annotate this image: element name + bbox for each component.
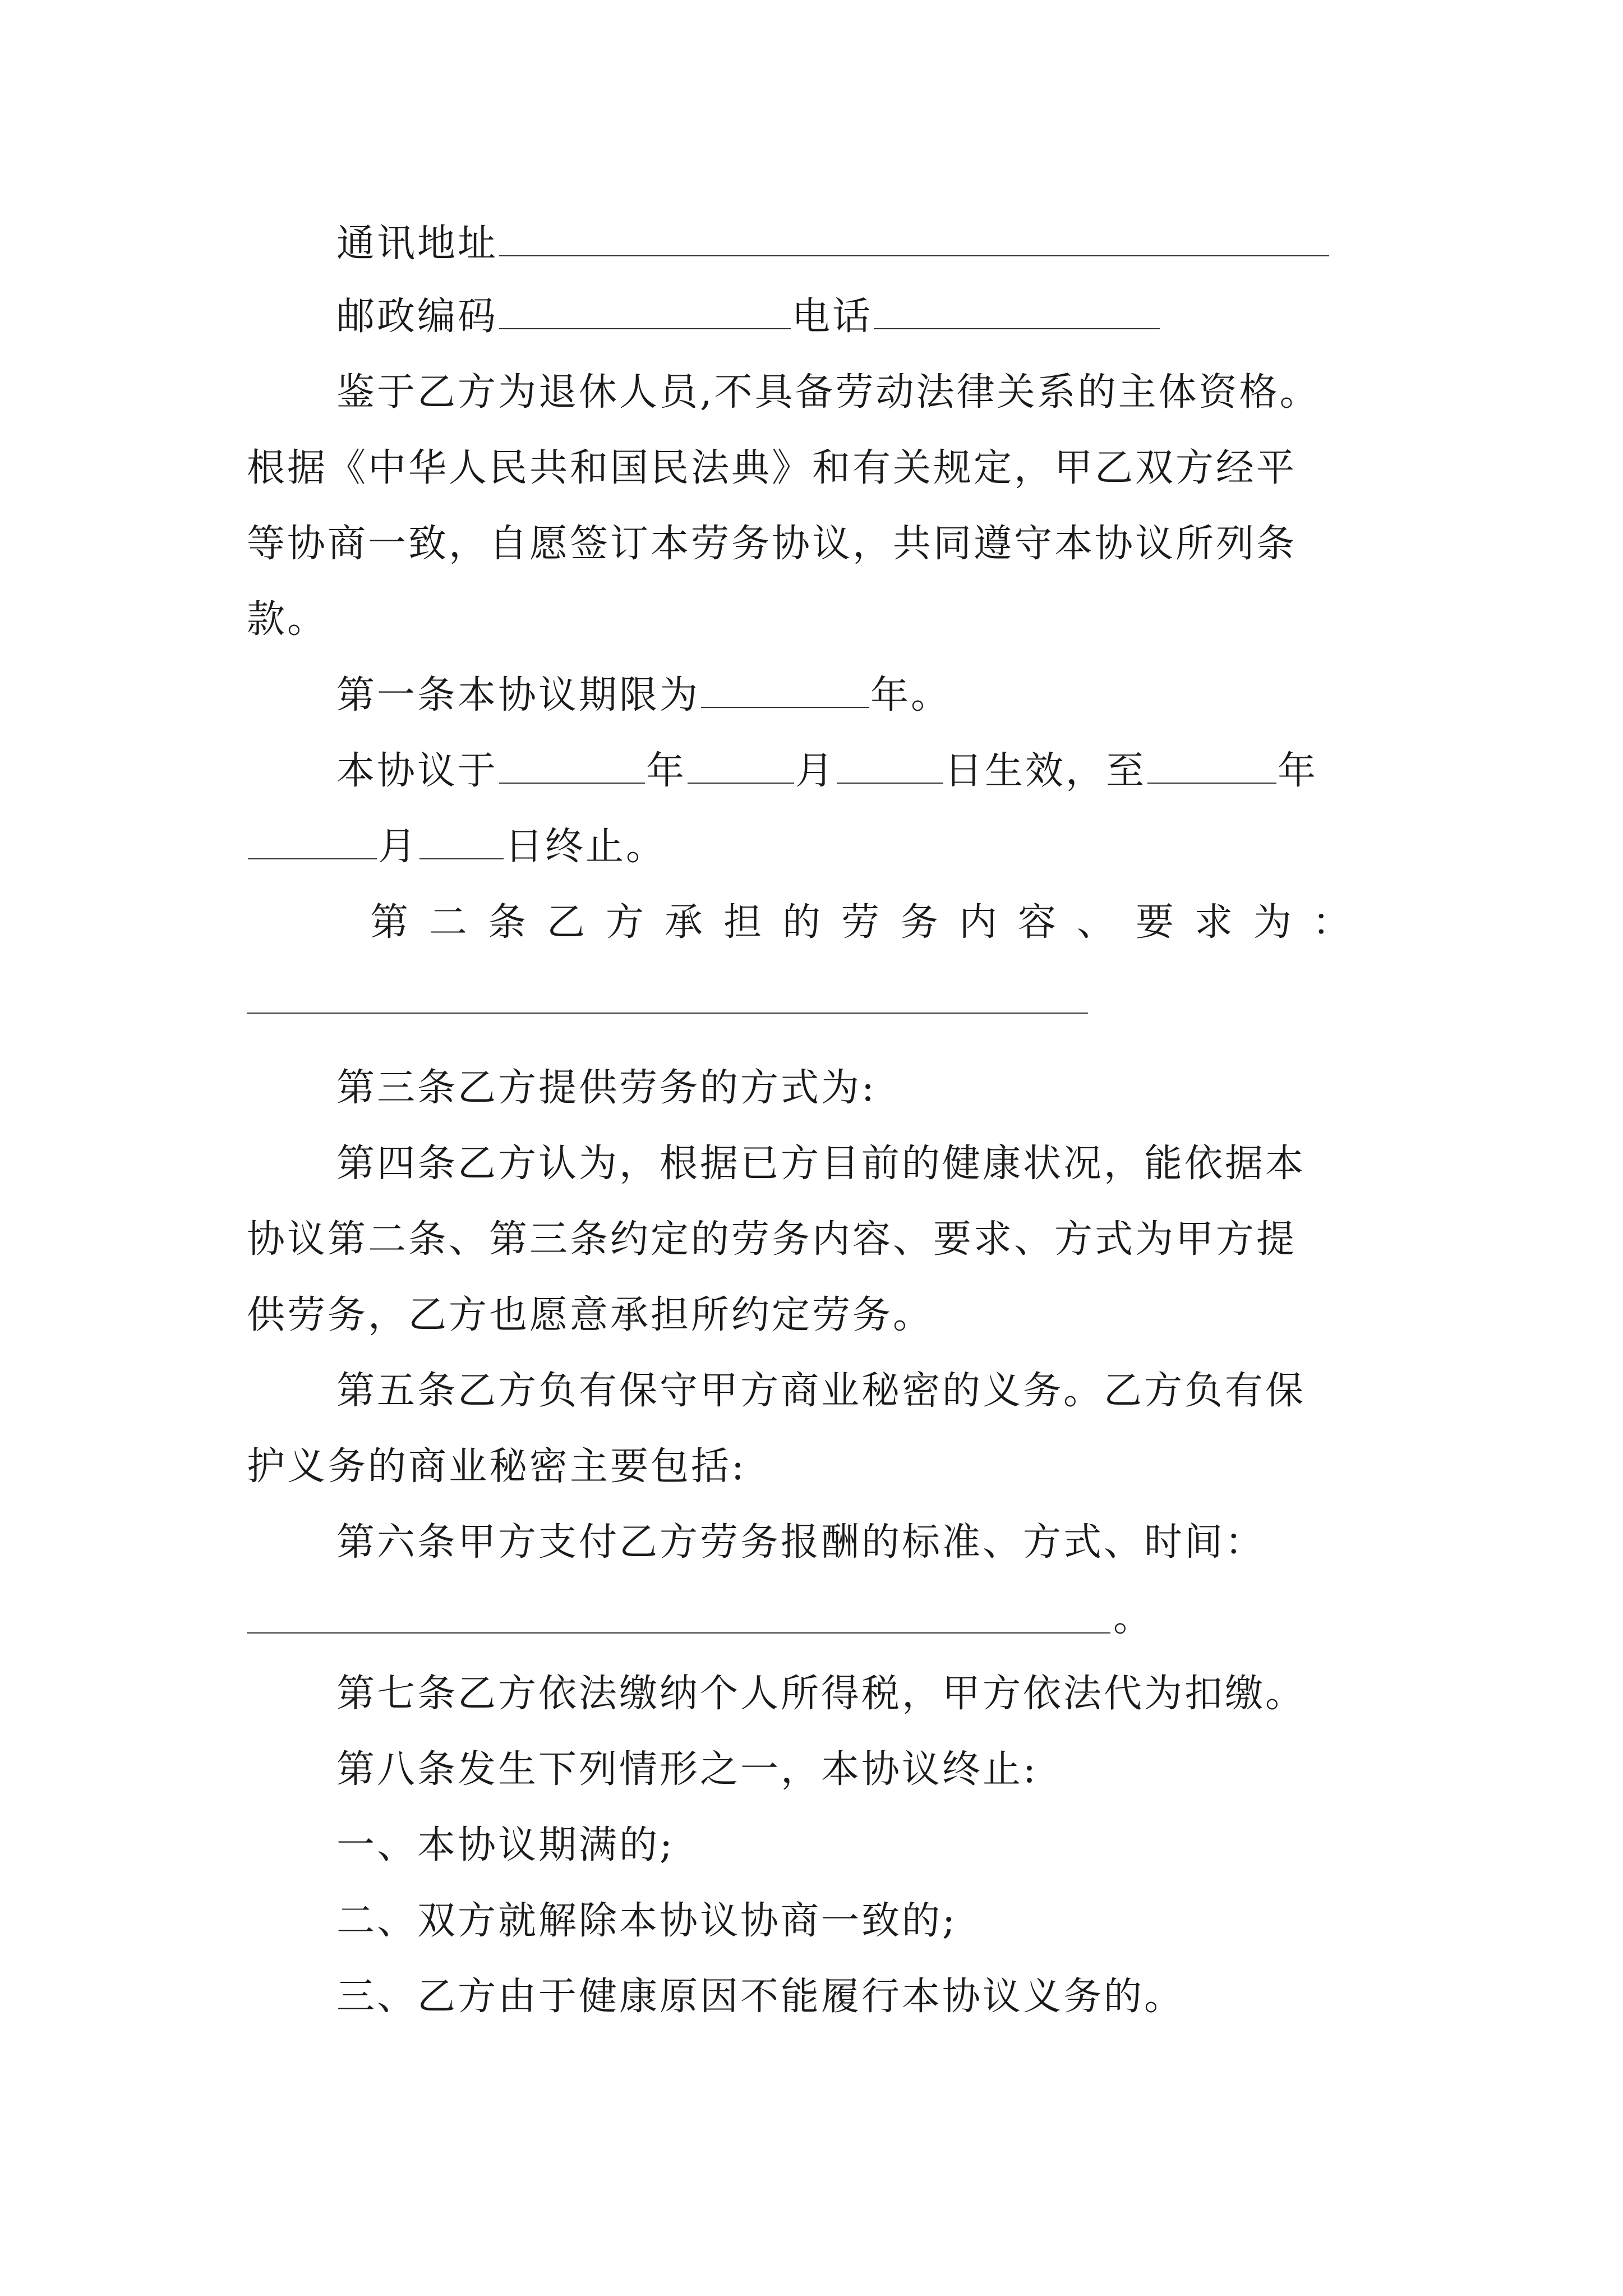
article-6-line: 第六条甲方支付乙方劳务报酬的标准、方式、时间：	[336, 1520, 1266, 1565]
article-6-period: 。	[1113, 1596, 1152, 1640]
article-1-line	[336, 670, 1380, 721]
start-day-blank	[837, 747, 943, 784]
article-7-line: 第七条乙方依法缴纳个人所得税，甲方依法代为扣缴。	[336, 1672, 1306, 1716]
start-month-blank	[688, 747, 794, 784]
article-4-line-1: 第四条乙方认为，根据已方目前的健康状况，能依据本	[336, 1142, 1306, 1186]
article-6-blank	[247, 1632, 1110, 1634]
end-day-blank	[419, 822, 504, 859]
postal-blank	[499, 292, 791, 329]
term-years-blank	[701, 671, 869, 708]
article-8-line: 第八条发生下列情形之一，本协议终止:	[336, 1747, 1038, 1792]
postal-phone-line	[336, 292, 1380, 342]
termination-item-2: 二、双方就解除本协议协商一致的;	[336, 1899, 957, 1943]
article-5-line-2: 护义务的商业秘密主要包括:	[247, 1444, 746, 1489]
effective-label: 本协议于	[336, 749, 499, 793]
end-month-blank	[248, 822, 377, 859]
termination-date-line	[247, 822, 1380, 872]
article-2-line: 第二条乙方承担的劳务内容、要求为：	[370, 900, 1372, 945]
preamble-line-3: 等协商一致，自愿签订本劳务协议，共同遵守本协议所列条	[247, 522, 1297, 566]
article-4-line-3: 供劳务，乙方也愿意承担所约定劳务。	[247, 1293, 934, 1337]
preamble-line-4: 款。	[247, 597, 328, 642]
preamble-line-2: 根据《中华人民共和国民法典》和有关规定，甲乙双方经平	[247, 446, 1297, 490]
effective-line	[336, 746, 1380, 797]
phone-blank	[874, 292, 1160, 329]
phone-label: 电话	[792, 295, 873, 339]
article-5-line-1: 第五条乙方负有保守甲方商业秘密的义务。乙方负有保	[336, 1369, 1306, 1413]
end-month-label: 月	[378, 825, 419, 869]
article-1-end: 年。	[870, 673, 952, 717]
article-2-blank	[247, 1013, 1088, 1014]
address-line	[336, 219, 1380, 269]
start-month-label: 月	[795, 749, 836, 793]
article-3-line: 第三条乙方提供劳务的方式为:	[336, 1066, 877, 1110]
end-day-label: 日终止。	[505, 825, 667, 869]
start-year-blank	[499, 747, 645, 784]
article-1-text: 第一条本协议期限为	[336, 673, 700, 717]
end-year-label: 年	[1278, 749, 1318, 793]
termination-item-3: 三、乙方由于健康原因不能履行本协议义务的。	[336, 1975, 1185, 2019]
termination-item-1: 一、本协议期满的;	[336, 1823, 675, 1867]
article-4-line-2: 协议第二条、第三条约定的劳务内容、要求、方式为甲方提	[247, 1217, 1297, 1262]
end-year-blank	[1147, 747, 1276, 784]
start-year-label: 年	[646, 749, 687, 793]
address-blank	[499, 219, 1329, 256]
preamble-line-1: 鉴于乙方为退休人员,不具备劳动法律关系的主体资格。	[336, 370, 1320, 415]
address-label: 通讯地址	[336, 222, 499, 266]
postal-label: 邮政编码	[336, 295, 499, 339]
start-day-label: 日生效，至	[944, 749, 1147, 793]
